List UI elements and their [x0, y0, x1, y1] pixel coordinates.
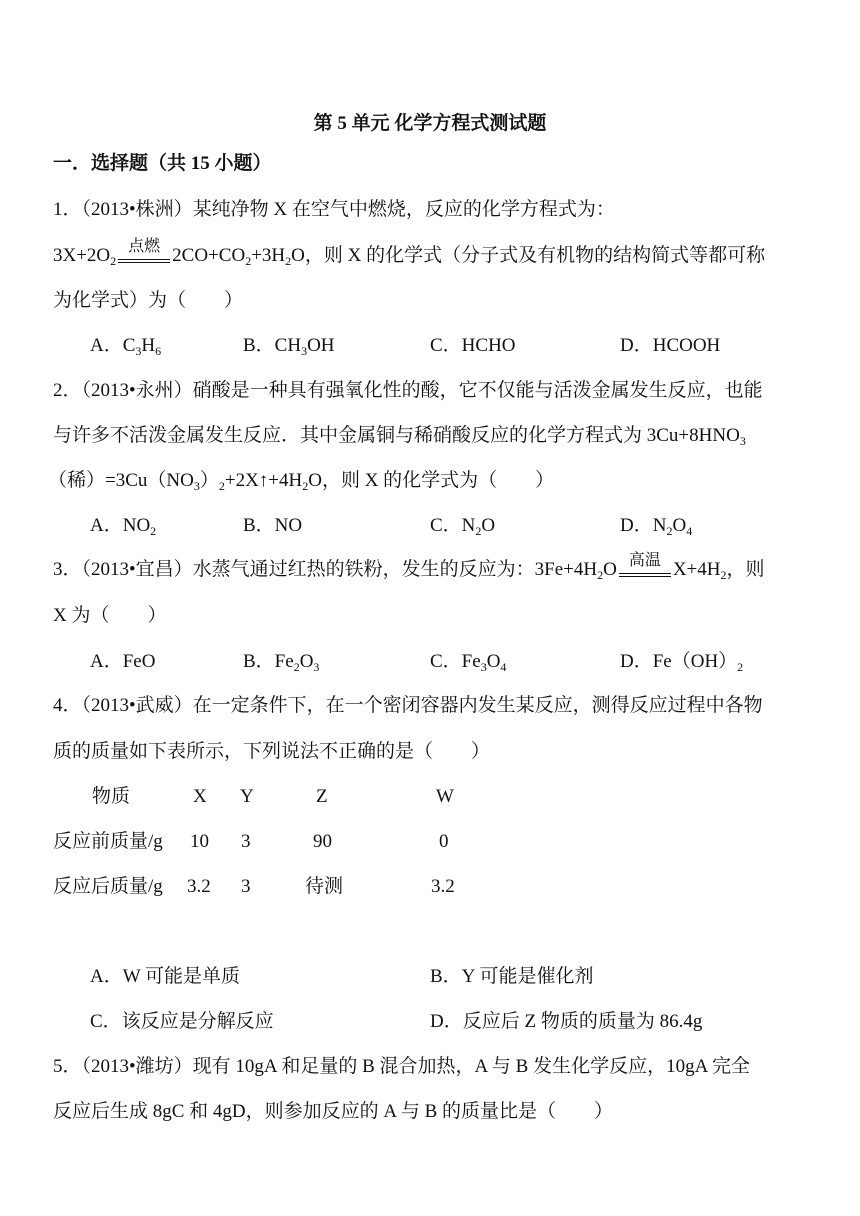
q3-option-c[interactable]: C．$Fe_3O_4$ [430, 651, 507, 674]
table-header-cell: 物质 [92, 786, 131, 807]
page-title: 第 5 单元 化学方程式测试题 [313, 113, 547, 134]
q3-stem-line2: X 为（ ） [53, 605, 167, 626]
q3-stem-line1: 3．（2013•宜昌）水蒸气通过红热的铁粉，发生的反应为：$3Fe+4H_2O$ 高温 $X+4H_2$，则 [53, 552, 765, 582]
q1-stem-line1: 1．（2013•株洲）某纯净物 X 在空气中燃烧，反应的化学方程式为： [53, 199, 615, 220]
table-header-cell: Y [240, 786, 254, 807]
q4-option-d[interactable]: D．反应后 Z 物质的质量为 86.4g [430, 1011, 703, 1032]
table-cell: 反应后质量/g [53, 876, 163, 897]
table-cell: 3.2 [431, 876, 455, 897]
q3-reaction-condition: 高温 [617, 558, 673, 582]
table-header-cell: X [193, 786, 207, 807]
q1-equation-line: $3X+2O_2$ 点燃 $2CO+CO_2+3H_2O$，则 X 的化学式（分子式及有机物的结构简式等都可称 [53, 238, 766, 268]
q2-option-a[interactable]: A．$NO_2$ [90, 515, 157, 538]
q2-stem-line1: 2．（2013•永州）硝酸是一种具有强氧化性的酸，它不仅能与活泼金属发生反应，也能 [53, 380, 763, 401]
table-cell: 反应前质量/g [53, 831, 163, 852]
table-cell: 3 [241, 831, 251, 852]
q3-option-a[interactable]: A．FeO [90, 651, 156, 672]
q2-stem-line2: 与许多不活泼金属发生反应．其中金属铜与稀硝酸反应的化学方程式为 $3Cu+8HNO_3$ [53, 425, 746, 448]
q4-stem-line2: 质的质量如下表所示，下列说法不正确的是（ ） [53, 741, 491, 762]
q1-option-c[interactable]: C．HCHO [430, 335, 516, 356]
q3-option-d[interactable]: D．$Fe(OH)_2$ [620, 651, 744, 674]
table-header-cell: Z [316, 786, 328, 807]
q1-option-d[interactable]: D．HCOOH [620, 335, 721, 356]
q2-option-b[interactable]: B．NO [243, 515, 303, 536]
table-cell: 3 [241, 876, 251, 897]
q4-option-b[interactable]: B．Y 可能是催化剂 [430, 966, 594, 987]
section-heading: 一．选择题（共 15 小题） [53, 153, 272, 174]
q1-stem-line3: 为化学式）为（ ） [53, 290, 244, 311]
table-cell: 10 [190, 831, 209, 852]
q2-option-c[interactable]: C．$N_2O$ [430, 515, 496, 538]
q5-stem-line1: 5．（2013•潍坊）现有 10gA 和足量的 B 混合加热，A 与 B 发生化学反应，10gA 完全 [53, 1056, 751, 1077]
table-cell: 90 [313, 831, 332, 852]
q3-option-b[interactable]: B．$Fe_2O_3$ [243, 651, 320, 674]
q1-reaction-condition: 点燃 [116, 244, 172, 268]
q1-option-a[interactable]: A．$C_3H_6$ [90, 335, 162, 358]
q2-stem-line3: （稀）$=3Cu(NO_3)_2+2X↑+4H_2O$，则 X 的化学式为（ ） [48, 470, 555, 493]
q2-option-d[interactable]: D．$N_2O_4$ [620, 515, 693, 538]
table-cell: 3.2 [187, 876, 211, 897]
table-cell: 待测 [305, 876, 344, 897]
q4-option-a[interactable]: A．W 可能是单质 [90, 966, 241, 987]
q5-stem-line2: 反应后生成 8gC 和 4gD，则参加反应的 A 与 B 的质量比是（ ） [53, 1101, 613, 1122]
table-cell: 0 [439, 831, 449, 852]
table-header-cell: W [436, 786, 454, 807]
q4-stem-line1: 4．（2013•武威）在一定条件下，在一个密闭容器内发生某反应，测得反应过程中各物 [53, 695, 763, 716]
q1-option-b[interactable]: B．$CH_3OH$ [243, 335, 335, 358]
q4-option-c[interactable]: C．该反应是分解反应 [90, 1011, 274, 1032]
